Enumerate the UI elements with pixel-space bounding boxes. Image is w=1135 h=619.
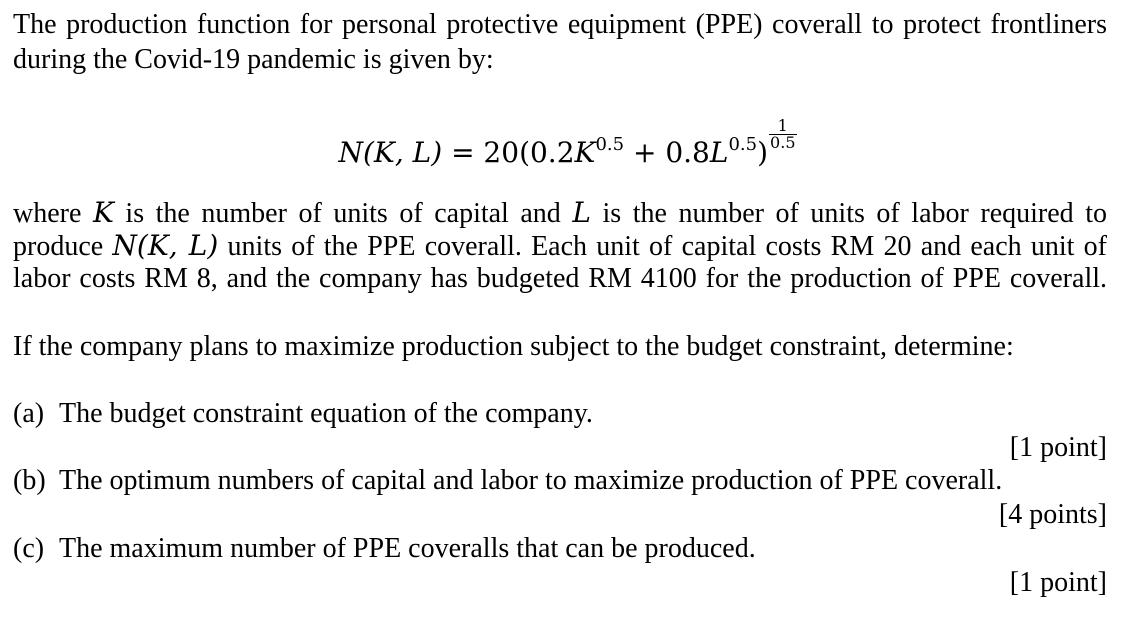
formula-lhs: N(K, L) xyxy=(338,136,443,169)
part-a-label: (a) xyxy=(13,398,45,429)
part-a-points: [1 point] xyxy=(1009,432,1107,463)
description-var-n: N(K, L) xyxy=(112,229,219,262)
formula-var-l: L xyxy=(709,136,729,169)
part-b-label: (b) xyxy=(13,465,46,496)
production-function-formula xyxy=(0,118,1135,173)
formula-var-k: K xyxy=(574,136,596,169)
formula-exp-l: 0.5 xyxy=(728,134,758,155)
part-b-points: [4 points] xyxy=(998,499,1107,530)
description-text: units of the PPE coverall. Each unit of capital costs RM 20 and each unit of xyxy=(218,231,1107,262)
intro-line-2: during the Covid-19 pandemic is given by: xyxy=(13,44,494,75)
description-line-1 xyxy=(13,196,1107,231)
part-b-text: The optimum numbers of capital and labor to maximize production of PPE coverall. xyxy=(59,465,1003,496)
formula-equals: = 20(0.2 xyxy=(442,136,575,169)
description-text: is the number of units of labor required to xyxy=(590,198,1107,229)
formula-plus: + 0.8 xyxy=(624,136,710,169)
intro-line-1: The production function for personal protective equipment (PPE) coverall to protect frontliners xyxy=(13,9,1107,40)
description-var-k: K xyxy=(92,196,114,229)
description-text: is the number of units of capital and xyxy=(113,198,573,229)
formula-outer-num: 1 xyxy=(769,118,796,135)
description-text: where xyxy=(13,198,93,229)
formula-exp-k: 0.5 xyxy=(595,134,625,155)
part-c-text: The maximum number of PPE coveralls that can be produced. xyxy=(59,533,756,564)
description-line-3: labor costs RM 8, and the company has budgeted RM 4100 for the production of PPE coverall. xyxy=(13,263,1107,294)
part-c xyxy=(13,532,1107,566)
description-text: produce xyxy=(13,231,113,262)
formula-outer-den: 0.5 xyxy=(770,133,796,152)
formula-outer-exponent xyxy=(769,118,796,151)
part-c-label: (c) xyxy=(13,533,45,564)
description-var-l: L xyxy=(572,196,591,229)
part-b xyxy=(13,464,1107,498)
part-a-text: The budget constraint equation of the company. xyxy=(59,398,593,429)
part-a xyxy=(13,397,1107,431)
part-c-points: [1 point] xyxy=(1009,567,1107,598)
instruction-line: If the company plans to maximize production subject to the budget constraint, determine: xyxy=(13,331,1014,362)
description-line-2 xyxy=(13,229,1107,264)
formula-close: ) xyxy=(757,136,769,169)
